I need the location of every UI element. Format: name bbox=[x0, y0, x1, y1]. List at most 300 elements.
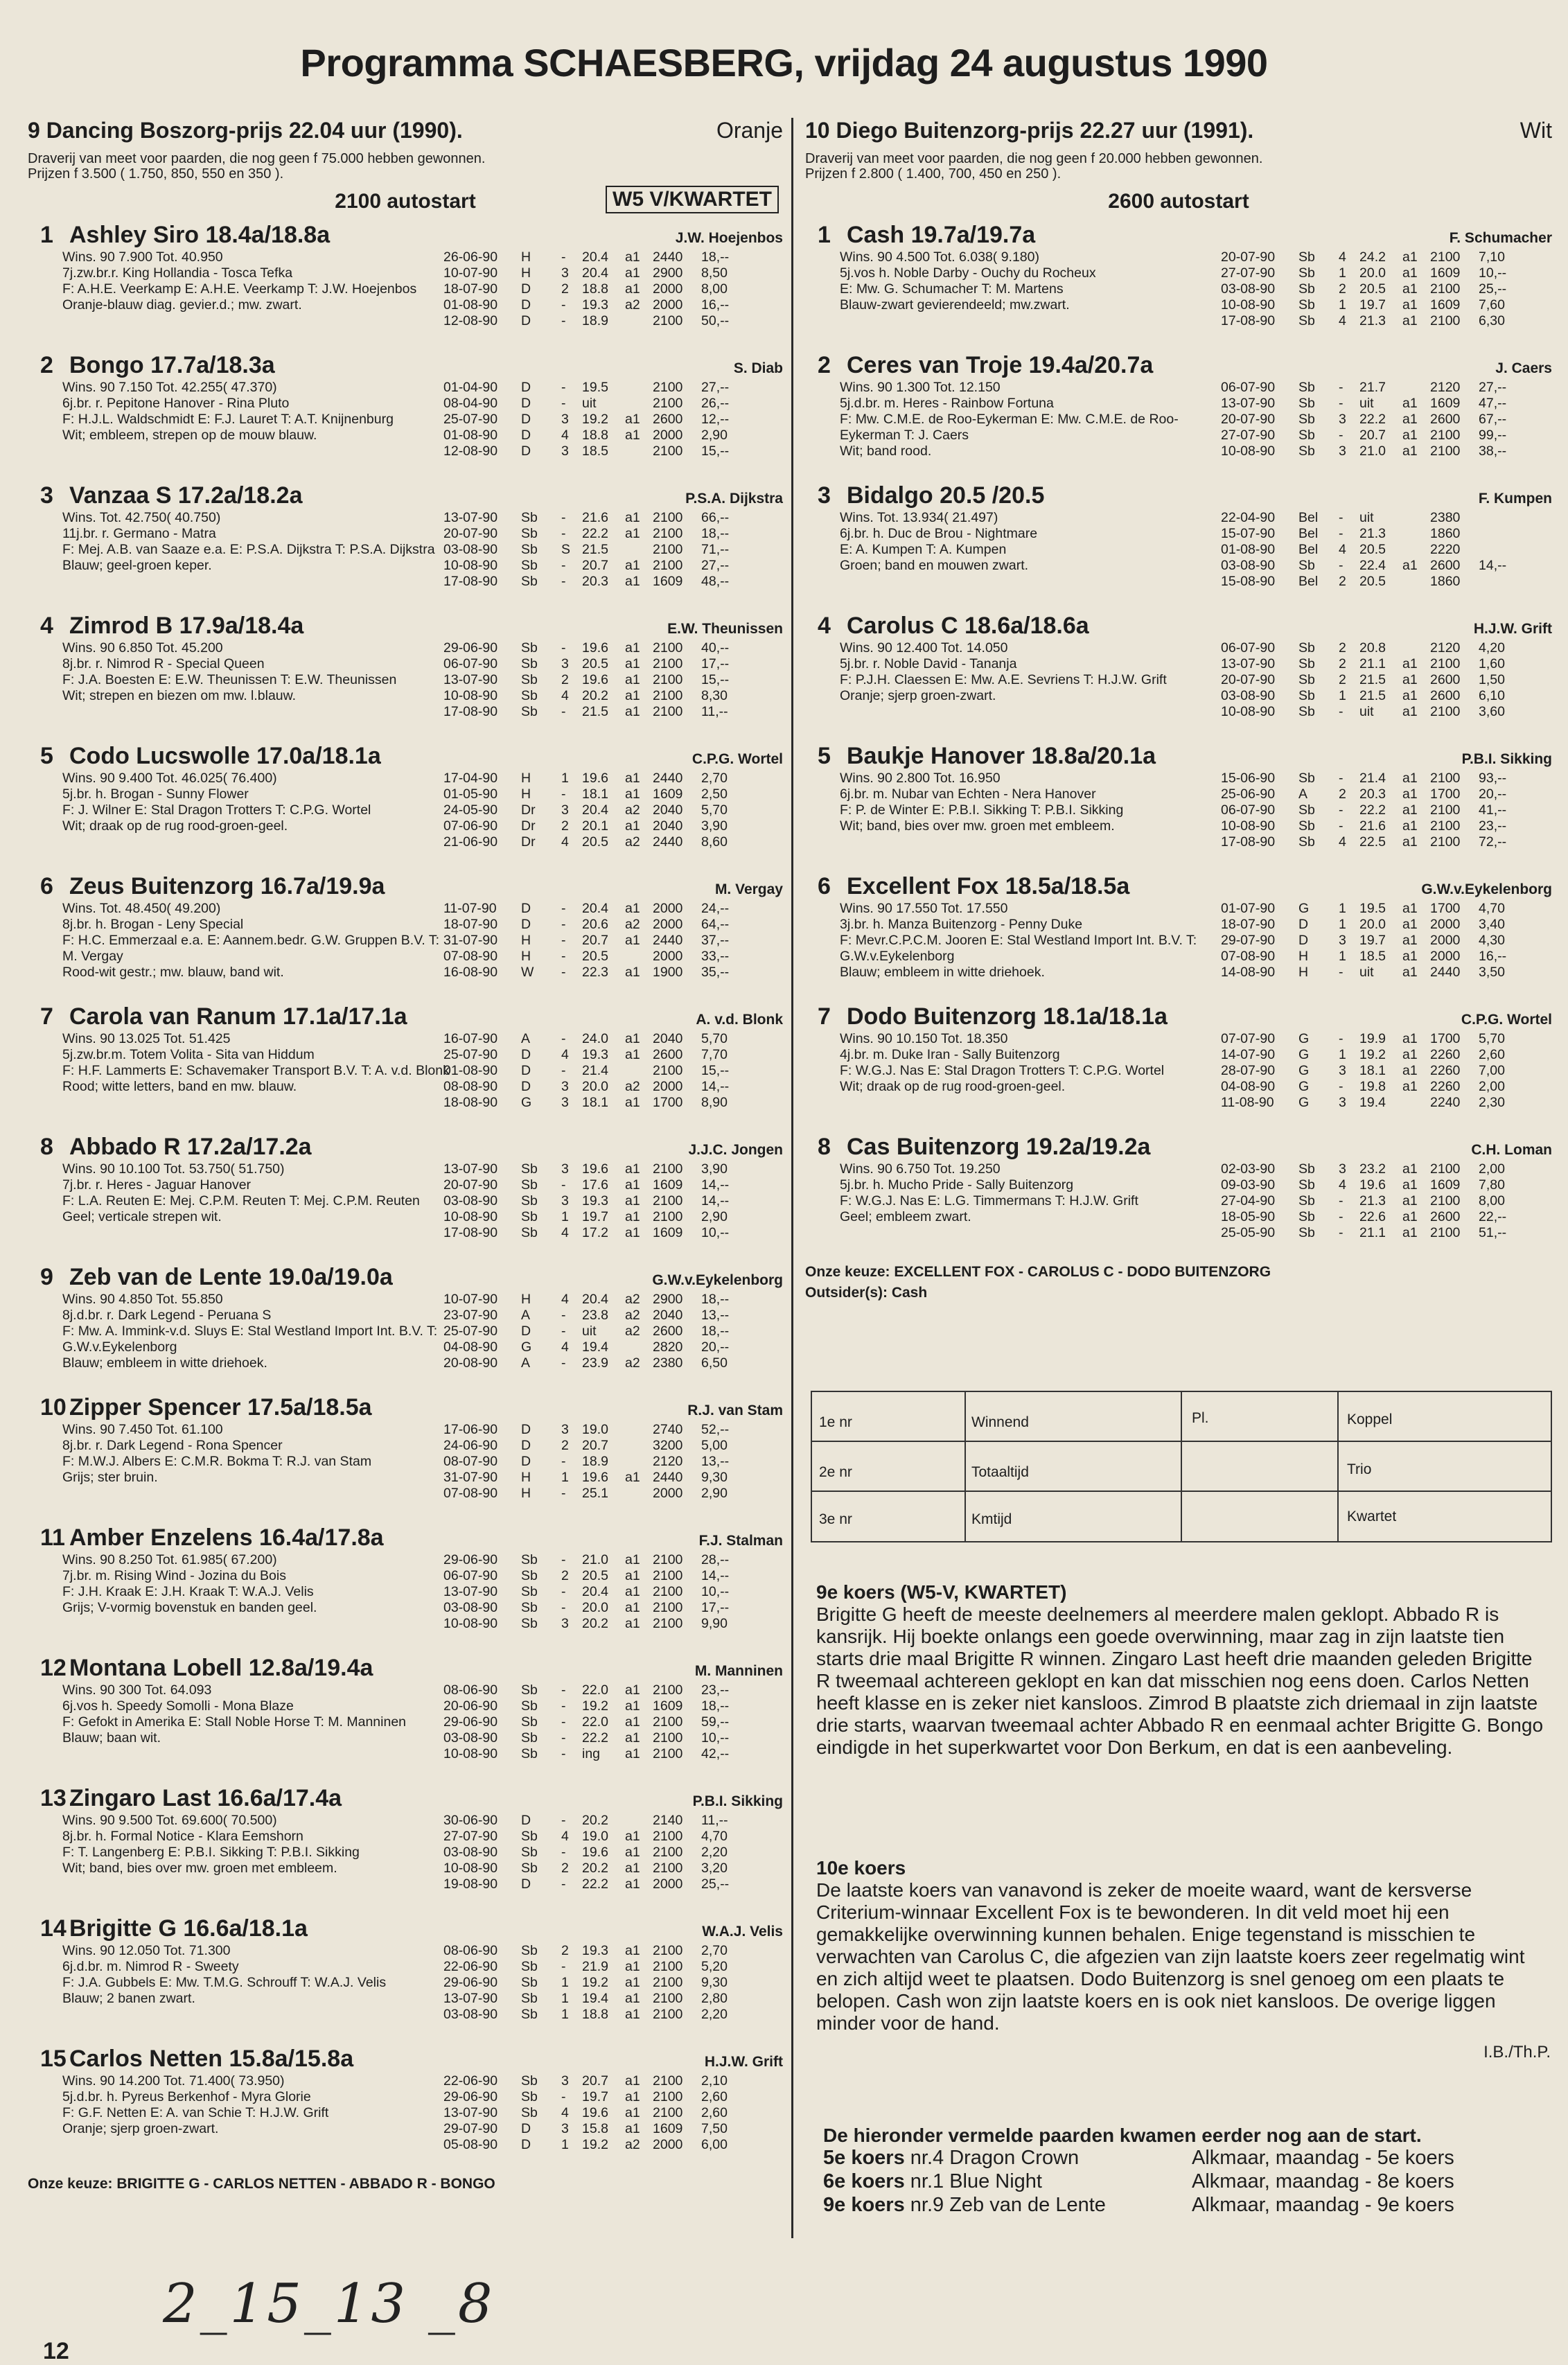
start-distance: 2380 bbox=[653, 1355, 683, 1371]
start-prize: 3,20 bbox=[701, 1861, 728, 1876]
start-row bbox=[443, 933, 783, 949]
horse-name: Zimrod B 17.9a/18.4a bbox=[69, 613, 304, 639]
start-date: 24-05-90 bbox=[443, 802, 498, 818]
horse-entry bbox=[805, 999, 1552, 1129]
start-prize: 93,-- bbox=[1479, 771, 1507, 786]
start-distance: 1609 bbox=[653, 1177, 683, 1193]
start-date: 29-07-90 bbox=[443, 2121, 498, 2136]
start-row bbox=[443, 1861, 783, 1876]
start-time: 19.5 bbox=[1359, 901, 1386, 916]
start-prize: 6,00 bbox=[701, 2137, 728, 2152]
start-method: a1 bbox=[1402, 443, 1418, 459]
start-track: Sb bbox=[1298, 1225, 1315, 1240]
start-time: 20.2 bbox=[582, 1861, 608, 1876]
start-method: a1 bbox=[625, 574, 640, 589]
start-track: Sb bbox=[521, 672, 538, 687]
horse-info-line: Geel; embleem zwart. bbox=[840, 1209, 971, 1224]
horse-info-line: 11j.br. r. Germano - Matra bbox=[62, 526, 216, 541]
start-track: D bbox=[521, 2137, 531, 2152]
start-position: - bbox=[561, 1746, 566, 1761]
start-prize: 7,80 bbox=[1479, 1177, 1505, 1193]
start-method: a1 bbox=[625, 771, 640, 786]
horse-info-line: Blauw; embleem in witte driehoek. bbox=[62, 1355, 267, 1371]
horse-info-line: Wins. 90 10.100 Tot. 53.750( 51.750) bbox=[62, 1161, 285, 1177]
start-method: a1 bbox=[1402, 656, 1418, 671]
start-prize: 12,-- bbox=[701, 412, 730, 427]
horse-name: Baukje Hanover 18.8a/20.1a bbox=[847, 743, 1156, 769]
horse-entry bbox=[28, 1781, 783, 1911]
horse-name: Brigitte G 16.6a/18.1a bbox=[69, 1915, 308, 1942]
race-10 bbox=[805, 118, 1552, 1301]
start-time: 20.7 bbox=[582, 933, 608, 948]
start-track: G bbox=[1298, 1095, 1310, 1110]
start-line bbox=[805, 182, 1552, 218]
start-position: - bbox=[561, 510, 566, 525]
start-prize: 2,60 bbox=[1479, 1047, 1505, 1062]
start-method: a1 bbox=[625, 1225, 640, 1240]
start-track: H bbox=[1298, 949, 1309, 964]
start-row bbox=[1221, 1063, 1560, 1079]
horse-info-line: F: M.W.J. Albers E: C.M.R. Bokma T: R.J. van Stam bbox=[62, 1454, 372, 1469]
start-prize: 2,70 bbox=[701, 771, 728, 786]
start-track: H bbox=[521, 933, 531, 948]
start-track: Bel bbox=[1298, 574, 1319, 589]
start-position: 3 bbox=[561, 656, 569, 671]
recent-starts bbox=[443, 901, 783, 981]
start-position: - bbox=[561, 933, 566, 948]
start-prize: 8,00 bbox=[701, 281, 728, 297]
start-distance: 2220 bbox=[1430, 542, 1461, 557]
start-track: H bbox=[521, 265, 531, 281]
start-row bbox=[443, 1355, 783, 1371]
commentary-title: 10e koers bbox=[816, 1857, 906, 1879]
horse-info-line: Wins. 90 7.150 Tot. 42.255( 47.370) bbox=[62, 380, 277, 395]
start-row bbox=[443, 1943, 783, 1959]
start-position: 4 bbox=[561, 428, 569, 443]
horse-info-line: F: L.A. Reuten E: Mej. C.P.M. Reuten T: Mej. C.P.M. Reuten bbox=[62, 1193, 420, 1208]
start-prize: 7,10 bbox=[1479, 249, 1505, 265]
start-date: 03-08-90 bbox=[1221, 281, 1276, 297]
start-prize: 20,-- bbox=[701, 1339, 730, 1355]
start-method: a1 bbox=[625, 1600, 640, 1615]
start-position: - bbox=[561, 313, 566, 328]
start-date: 13-07-90 bbox=[1221, 656, 1276, 671]
start-position: 1 bbox=[561, 2137, 569, 2152]
start-date: 10-08-90 bbox=[1221, 297, 1276, 313]
start-track: Sb bbox=[1298, 558, 1315, 573]
prior-start-horse: nr.4 Dragon Crown bbox=[910, 2147, 1080, 2169]
start-position: 1 bbox=[1339, 917, 1346, 932]
horse-entry bbox=[28, 1520, 783, 1651]
start-position: - bbox=[1339, 965, 1344, 980]
horse-entry bbox=[805, 348, 1552, 478]
horse-info-line: F: Mw. C.M.E. de Roo-Eykerman E: Mw. C.M.E. de Roo-Eykerman T: J. Caers bbox=[840, 412, 1179, 443]
start-distance: 2100 bbox=[1430, 771, 1461, 786]
start-distance: 2000 bbox=[653, 901, 683, 916]
start-prize: 8,00 bbox=[1479, 1193, 1505, 1208]
start-track: Sb bbox=[521, 1845, 538, 1860]
start-track: Sb bbox=[521, 558, 538, 573]
start-prize: 33,-- bbox=[701, 949, 730, 964]
start-date: 17-08-90 bbox=[443, 704, 498, 719]
start-time: 22.0 bbox=[582, 1682, 608, 1698]
start-time: 21.4 bbox=[582, 1063, 608, 1078]
start-method: a1 bbox=[625, 428, 640, 443]
start-time: 21.5 bbox=[1359, 672, 1386, 687]
horse-info-line: Wins. Tot. 48.450( 49.200) bbox=[62, 901, 221, 916]
start-date: 11-07-90 bbox=[443, 901, 497, 916]
start-time: 20.4 bbox=[582, 1292, 608, 1307]
horse-info bbox=[840, 1161, 1228, 1225]
start-method: a1 bbox=[1402, 1047, 1418, 1062]
start-distance: 2820 bbox=[653, 1339, 683, 1355]
start-date: 15-08-90 bbox=[1221, 574, 1276, 589]
start-prize: 20,-- bbox=[1479, 786, 1507, 802]
start-date: 13-07-90 bbox=[443, 1991, 498, 2006]
start-track: Sb bbox=[1298, 818, 1315, 834]
start-date: 14-07-90 bbox=[1221, 1047, 1276, 1062]
race-conditions: Prijzen f 3.500 ( 1.750, 850, 550 en 350 ). bbox=[28, 166, 284, 182]
start-distance: 2260 bbox=[1430, 1079, 1461, 1094]
start-time: 20.7 bbox=[582, 1438, 608, 1453]
start-distance: 2000 bbox=[1430, 933, 1461, 948]
horse-info bbox=[62, 901, 450, 981]
horse-info-line: Oranje-blauw diag. gevier.d.; mw. zwart. bbox=[62, 297, 302, 313]
horse-entry bbox=[805, 869, 1552, 999]
start-prize: 17,-- bbox=[701, 1600, 730, 1615]
start-row bbox=[443, 443, 783, 459]
horse-entry bbox=[28, 478, 783, 608]
prior-starts-heading: De hieronder vermelde paarden kwamen eerder nog aan de start. bbox=[823, 2125, 1422, 2146]
start-track: Sb bbox=[1298, 640, 1315, 656]
start-prize: 72,-- bbox=[1479, 834, 1507, 850]
recent-starts bbox=[1221, 901, 1560, 981]
start-date: 03-08-90 bbox=[443, 1845, 498, 1860]
start-method: a2 bbox=[625, 297, 640, 313]
start-time: uit bbox=[1359, 510, 1374, 525]
horse-trainer: M. Manninen bbox=[694, 1663, 783, 1679]
start-method: a1 bbox=[625, 688, 640, 703]
start-position: 3 bbox=[561, 1079, 569, 1094]
horse-name: Carolus C 18.6a/18.6a bbox=[847, 613, 1089, 639]
start-distance: 2120 bbox=[653, 1454, 683, 1469]
start-row bbox=[443, 917, 783, 933]
start-row bbox=[443, 1829, 783, 1845]
start-prize: 3,40 bbox=[1479, 917, 1505, 932]
horse-entry bbox=[805, 1129, 1552, 1260]
start-date: 11-08-90 bbox=[1221, 1095, 1274, 1110]
horse-number: 13 bbox=[40, 1785, 67, 1811]
start-date: 22-06-90 bbox=[443, 2073, 498, 2089]
start-track: D bbox=[521, 1422, 531, 1437]
start-track: D bbox=[521, 1454, 531, 1469]
start-distance: 1860 bbox=[1430, 574, 1461, 589]
start-row bbox=[1221, 802, 1560, 818]
start-date: 10-07-90 bbox=[443, 265, 498, 281]
start-track: Sb bbox=[1298, 1161, 1315, 1177]
start-time: 22.6 bbox=[1359, 1209, 1386, 1224]
start-distance: 1700 bbox=[1430, 786, 1461, 802]
horse-entry bbox=[28, 1260, 783, 1390]
start-prize: 2,20 bbox=[701, 2007, 728, 2022]
start-position: - bbox=[561, 917, 566, 932]
start-method: a1 bbox=[625, 656, 640, 671]
start-row bbox=[1221, 526, 1560, 542]
start-prize: 2,30 bbox=[1479, 1095, 1505, 1110]
start-time: 20.0 bbox=[582, 1600, 608, 1615]
start-method: a1 bbox=[1402, 313, 1418, 328]
start-distance: 2100 bbox=[653, 526, 683, 541]
start-row bbox=[443, 1600, 783, 1616]
start-prize: 5,00 bbox=[701, 1438, 728, 1453]
start-position: - bbox=[561, 1177, 566, 1193]
start-position: 4 bbox=[1339, 249, 1346, 265]
prior-start-left bbox=[823, 2194, 1106, 2217]
start-date: 16-07-90 bbox=[443, 1031, 498, 1046]
horse-info-line: F: J. Wilner E: Stal Dragon Trotters T: C.P.G. Wortel bbox=[62, 802, 371, 818]
start-method: a2 bbox=[625, 802, 640, 818]
start-method: a1 bbox=[1402, 412, 1418, 427]
start-date: 13-07-90 bbox=[443, 1161, 498, 1177]
horse-info-line: F: T. Langenberg E: P.B.I. Sikking T: P.B.I. Sikking bbox=[62, 1845, 360, 1860]
horse-entry bbox=[28, 348, 783, 478]
horse-info-line: Wit; band rood. bbox=[840, 443, 932, 459]
start-distance: 2100 bbox=[653, 640, 683, 656]
race-header bbox=[28, 118, 783, 151]
start-prize: 64,-- bbox=[701, 917, 730, 932]
start-distance: 2900 bbox=[653, 1292, 683, 1307]
recent-starts bbox=[1221, 771, 1560, 850]
start-position: 2 bbox=[561, 281, 569, 297]
start-prize: 2,10 bbox=[701, 2073, 728, 2089]
start-row bbox=[443, 1063, 783, 1079]
start-row bbox=[443, 949, 783, 965]
start-prize: 4,20 bbox=[1479, 640, 1505, 656]
commentary-10 bbox=[816, 1857, 1551, 2064]
start-row bbox=[1221, 901, 1560, 917]
horse-info bbox=[840, 901, 1228, 981]
start-method: a1 bbox=[625, 412, 640, 427]
start-time: 24.2 bbox=[1359, 249, 1386, 265]
start-date: 12-08-90 bbox=[443, 313, 498, 328]
prior-start-row bbox=[823, 2170, 1551, 2194]
start-row bbox=[443, 1177, 783, 1193]
start-date: 06-07-90 bbox=[443, 1568, 498, 1583]
horse-info bbox=[840, 249, 1228, 313]
start-row bbox=[443, 2073, 783, 2089]
prior-start-where: Alkmaar, maandag - 5e koers bbox=[1192, 2147, 1454, 2169]
start-time: uit bbox=[1359, 704, 1374, 719]
horse-trainer: P.B.I. Sikking bbox=[692, 1793, 783, 1809]
start-position: - bbox=[561, 1600, 566, 1615]
recent-starts bbox=[443, 1813, 783, 1892]
horse-info bbox=[62, 1292, 450, 1371]
recent-starts bbox=[443, 640, 783, 720]
start-method: a1 bbox=[1402, 949, 1418, 964]
start-position: - bbox=[561, 297, 566, 313]
start-row bbox=[443, 834, 783, 850]
start-position: 4 bbox=[561, 688, 569, 703]
start-row bbox=[443, 1422, 783, 1438]
start-prize: 10,-- bbox=[701, 1730, 730, 1746]
start-time: 22.2 bbox=[582, 1730, 608, 1746]
start-prize: 11,-- bbox=[701, 1813, 728, 1828]
start-method: a1 bbox=[625, 640, 640, 656]
start-method: a1 bbox=[625, 558, 640, 573]
horse-info bbox=[840, 1031, 1228, 1095]
start-row bbox=[443, 510, 783, 526]
start-prize: 6,50 bbox=[701, 1355, 728, 1371]
start-prize: 7,50 bbox=[701, 2121, 728, 2136]
start-track: Sb bbox=[1298, 412, 1315, 427]
start-position: 4 bbox=[561, 2105, 569, 2120]
horse-info-line: F: A.H.E. Veerkamp E: A.H.E. Veerkamp T: J.W. Hoejenbos bbox=[62, 281, 417, 297]
start-date: 01-08-90 bbox=[1221, 542, 1276, 557]
start-position: - bbox=[561, 1552, 566, 1567]
column-divider bbox=[791, 118, 793, 2238]
start-prize: 52,-- bbox=[701, 1422, 730, 1437]
start-prize: 11,-- bbox=[701, 704, 728, 719]
start-method: a1 bbox=[625, 510, 640, 525]
start-track: Sb bbox=[521, 1552, 538, 1567]
horse-info-line: Grijs; V-vormig bovenstuk en banden geel. bbox=[62, 1600, 317, 1615]
prior-start-row bbox=[823, 2194, 1551, 2217]
start-track: G bbox=[1298, 901, 1310, 916]
start-distance: 2100 bbox=[1430, 428, 1461, 443]
start-row bbox=[443, 1193, 783, 1209]
horse-info-line: Wins. Tot. 42.750( 40.750) bbox=[62, 510, 221, 525]
start-method: a2 bbox=[625, 2137, 640, 2152]
race-9 bbox=[28, 118, 783, 2192]
start-distance: 2100 bbox=[653, 1975, 683, 1990]
start-time: 20.0 bbox=[1359, 265, 1386, 281]
horse-info-line: 7j.br. r. Heres - Jaguar Hanover bbox=[62, 1177, 252, 1193]
horse-name: Ashley Siro 18.4a/18.8a bbox=[69, 222, 331, 248]
start-date: 13-07-90 bbox=[443, 2105, 498, 2120]
start-position: - bbox=[561, 1308, 566, 1323]
start-position: 3 bbox=[561, 265, 569, 281]
start-method: a1 bbox=[625, 1682, 640, 1698]
start-prize: 24,-- bbox=[701, 901, 730, 916]
horse-name: Codo Lucswolle 17.0a/18.1a bbox=[69, 743, 381, 769]
start-position: - bbox=[1339, 396, 1344, 411]
horse-name: Montana Lobell 12.8a/19.4a bbox=[69, 1655, 373, 1681]
horse-info-line: F: Mej. A.B. van Saaze e.a. E: P.S.A. Dijkstra T: P.S.A. Dijkstra bbox=[62, 542, 435, 557]
result-grid-line bbox=[964, 1392, 966, 1541]
start-distance: 2100 bbox=[1430, 834, 1461, 850]
start-date: 30-06-90 bbox=[443, 1813, 498, 1828]
horse-info-line: 5j.br. h. Brogan - Sunny Flower bbox=[62, 786, 249, 802]
start-time: 18.1 bbox=[1359, 1063, 1386, 1078]
horse-trainer: F. Kumpen bbox=[1478, 491, 1552, 507]
start-row bbox=[443, 1959, 783, 1975]
start-row bbox=[443, 688, 783, 704]
start-time: 19.7 bbox=[582, 2089, 608, 2104]
start-prize: 7,70 bbox=[701, 1047, 728, 1062]
start-date: 13-07-90 bbox=[443, 510, 498, 525]
horse-info-line: Wins. 90 17.550 Tot. 17.550 bbox=[840, 901, 1008, 916]
horse-info-line: Oranje; sjerp groen-zwart. bbox=[840, 688, 996, 703]
start-row bbox=[443, 2121, 783, 2137]
horse-info-line: Wit; band, bies over mw. groen met embleem. bbox=[840, 818, 1115, 834]
start-row bbox=[443, 1991, 783, 2007]
horse-info bbox=[62, 1161, 450, 1225]
start-method: a1 bbox=[625, 1991, 640, 2006]
horse-info-line: Wins. 90 300 Tot. 64.093 bbox=[62, 1682, 212, 1698]
start-distance: 2100 bbox=[653, 1959, 683, 1974]
start-track: H bbox=[1298, 965, 1309, 980]
start-method: a1 bbox=[1402, 1193, 1418, 1208]
horse-name: Abbado R 17.2a/17.2a bbox=[69, 1134, 312, 1160]
horse-info-line: 5j.br. r. Noble David - Tananja bbox=[840, 656, 1017, 671]
start-track: Sb bbox=[1298, 656, 1315, 671]
horse-entry bbox=[805, 218, 1552, 348]
start-distance: 2440 bbox=[1430, 965, 1461, 980]
horse-info-line: 6j.br. h. Duc de Brou - Nightmare bbox=[840, 526, 1038, 541]
horse-info-line: 7j.br. m. Rising Wind - Jozina du Bois bbox=[62, 1568, 286, 1583]
start-method: a2 bbox=[625, 834, 640, 850]
start-track: D bbox=[521, 1438, 531, 1453]
start-date: 08-06-90 bbox=[443, 1682, 498, 1698]
start-date: 20-07-90 bbox=[1221, 412, 1276, 427]
start-prize: 22,-- bbox=[1479, 1209, 1507, 1224]
start-method: a1 bbox=[625, 1177, 640, 1193]
start-position: 4 bbox=[561, 1047, 569, 1062]
start-row bbox=[443, 1079, 783, 1095]
start-prize: 59,-- bbox=[701, 1714, 730, 1730]
start-distance: 2100 bbox=[653, 1568, 683, 1583]
start-row bbox=[443, 1714, 783, 1730]
horse-info bbox=[62, 1682, 450, 1746]
start-position: 1 bbox=[561, 1470, 569, 1485]
start-track: Sb bbox=[521, 2007, 538, 2022]
horse-info bbox=[840, 380, 1228, 459]
start-method: a1 bbox=[1402, 818, 1418, 834]
start-position: 3 bbox=[561, 1161, 569, 1177]
start-prize: 8,90 bbox=[701, 1095, 728, 1110]
horse-info-line: 5j.d.br. m. Heres - Rainbow Fortuna bbox=[840, 396, 1054, 411]
start-position: 4 bbox=[1339, 542, 1346, 557]
result-row-right: Koppel bbox=[1347, 1412, 1393, 1427]
start-track: Bel bbox=[1298, 526, 1319, 541]
start-position: - bbox=[561, 574, 566, 589]
start-type: 2600 autostart bbox=[1108, 190, 1249, 213]
start-prize: 4,70 bbox=[701, 1829, 728, 1844]
horse-info bbox=[62, 1552, 450, 1616]
start-track: D bbox=[521, 901, 531, 916]
horse-info-line: Wins. 90 12.050 Tot. 71.300 bbox=[62, 1943, 231, 1958]
start-distance: 2100 bbox=[653, 1730, 683, 1746]
start-distance: 2040 bbox=[653, 802, 683, 818]
start-distance: 2100 bbox=[1430, 818, 1461, 834]
horse-info bbox=[62, 1813, 450, 1876]
start-position: S bbox=[561, 542, 571, 557]
start-prize: 2,00 bbox=[1479, 1079, 1505, 1094]
start-position: 1 bbox=[1339, 265, 1346, 281]
prior-start-horse: nr.9 Zeb van de Lente bbox=[910, 2194, 1106, 2216]
horse-info-line: Wins. 90 4.850 Tot. 55.850 bbox=[62, 1292, 223, 1307]
start-track: Sb bbox=[521, 1161, 538, 1177]
start-track: Dr bbox=[521, 834, 536, 850]
start-track: H bbox=[521, 249, 531, 265]
start-method: a1 bbox=[1402, 1161, 1418, 1177]
start-position: - bbox=[1339, 771, 1344, 786]
start-track: Sb bbox=[521, 1568, 538, 1583]
horse-info-line: Blauw; 2 banen zwart. bbox=[62, 1991, 195, 2006]
start-position: 2 bbox=[1339, 574, 1346, 589]
start-row bbox=[1221, 1177, 1560, 1193]
start-time: 22.0 bbox=[582, 1714, 608, 1730]
